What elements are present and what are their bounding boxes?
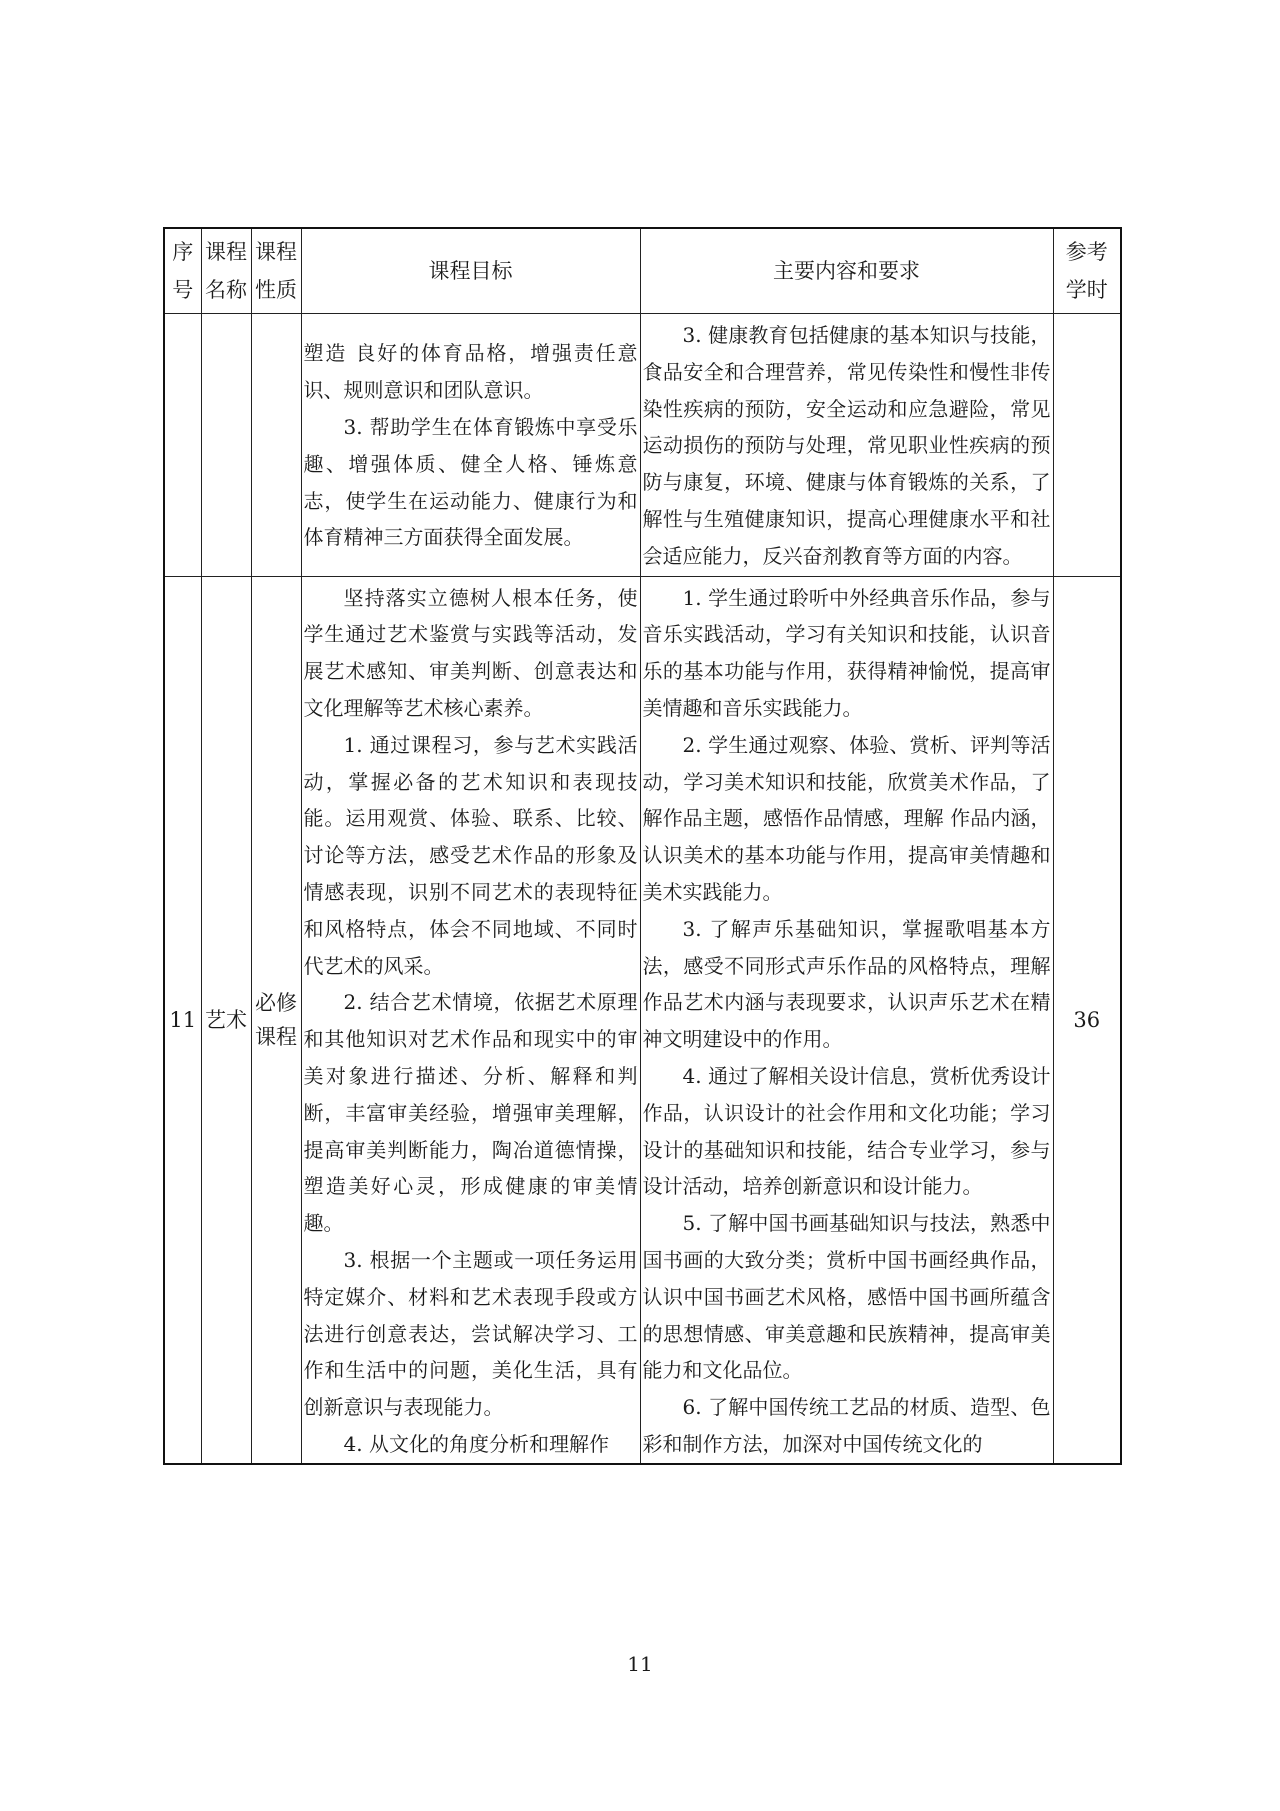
cell-course-type: [251, 576, 301, 1464]
header-course-name: [201, 228, 251, 314]
goal-paragraph: 1. 通过课程习，参与艺术实践活动，掌握必备的艺术知识和表现技能。运用观赏、体验、联系、比较、讨论等方法，感受艺术作品的形象及情感表现，识别不同艺术的表现特征和风格特点，体会不同地域、不同时代艺术的风采。: [303, 732, 638, 978]
cell-content-continued: [640, 314, 1053, 577]
goal-paragraph: 塑造 良好的体育品格，增强责任意识、规则意识和团队意识。: [303, 341, 638, 403]
header-goal: 课程目标: [301, 228, 640, 314]
header-name-line1: 课程: [205, 240, 247, 264]
cell-course-name: 艺术: [201, 576, 251, 1464]
header-hours: [1053, 228, 1121, 314]
goal-paragraph: 4. 从文化的角度分析和理解作: [343, 1431, 609, 1456]
header-type-line1: 课程: [255, 240, 297, 264]
header-seq-line1: 序: [172, 240, 194, 264]
page-number: 11: [627, 1652, 653, 1676]
cell-seq: 11: [164, 576, 201, 1464]
header-content: 主要内容和要求: [640, 228, 1053, 314]
goal-paragraph: 2. 结合艺术情境，依据艺术原理和其他知识对艺术作品和现实中的审美对象进行描述、分析、解释和判断，丰富审美经验，增强审美理解，提高审美判断能力，陶冶道德情操，塑造美好心灵，形成健康的审美情趣。: [303, 990, 638, 1236]
table-row-continued: [164, 314, 1121, 577]
cell-goal-continued: [301, 314, 640, 577]
cell-hours-empty: [1053, 314, 1121, 577]
content-paragraph: 3. 健康教育包括健康的基本知识与技能，食品安全和合理营养，常见传染性和慢性非传染性疾病的预防，安全运动和应急避险，常见运动损伤的预防与处理，常见职业性疾病的预防与康复，环境、健康与体育锻炼的关系，了解性与生殖健康知识，提高心理健康水平和社会适应能力，反兴奋剂教育等方面的内容。: [642, 323, 1051, 568]
course-table: [163, 227, 1122, 1465]
goal-paragraph: 坚持落实立德树人根本任务，使学生通过艺术鉴赏与实践等活动，发展艺术感知、审美判断、创意表达和文化理解等艺术核心素养。: [303, 585, 638, 720]
header-type-line2: 性质: [255, 278, 297, 302]
cell-name-empty: [201, 314, 251, 577]
content-paragraph: 3. 了解声乐基础知识，掌握歌唱基本方法，感受不同形式声乐作品的风格特点，理解作品艺术内涵与表现要求，认识声乐艺术在精神文明建设中的作用。: [642, 916, 1051, 1052]
content-paragraph: 2. 学生通过观察、体验、赏析、评判等活动，学习美术知识和技能，欣赏美术作品，了解作品主题，感悟作品情感，理解 作品内涵，认识美术的基本功能与作用，提高审美情趣和美术实践能力。: [642, 732, 1051, 904]
cell-seq-empty: [164, 314, 201, 577]
cell-type-empty: [251, 314, 301, 577]
content-paragraph: 5. 了解中国书画基础知识与技法，熟悉中国书画的大致分类；赏析中国书画经典作品，认识中国书画艺术风格，感悟中国书画所蕴含的思想情感、审美意趣和民族精神，提高审美能力和文化品位。: [642, 1211, 1051, 1383]
content-paragraph: 1. 学生通过聆听中外经典音乐作品，参与音乐实践活动，学习有关知识和技能，认识音乐的基本功能与作用，获得精神愉悦，提高审美情趣和音乐实践能力。: [642, 585, 1051, 720]
content-paragraph: 4. 通过了解相关设计信息，赏析优秀设计作品，认识设计的社会作用和文化功能；学习设计的基础知识和技能，结合专业学习，参与设计活动，培养创新意识和设计能力。: [642, 1063, 1051, 1199]
cell-hours: 36: [1053, 576, 1121, 1464]
content-paragraph: 6. 了解中国传统工艺品的材质、造型、色彩和制作方法，加深对中国传统文化的: [642, 1395, 1051, 1456]
table-header-row: [164, 228, 1121, 314]
header-name-line2: 名称: [205, 278, 247, 302]
header-hours-line1: 参考: [1065, 240, 1108, 264]
header-seq: [164, 228, 201, 314]
course-type-line1: 必修: [255, 990, 297, 1015]
goal-paragraph: 3. 帮助学生在体育锻炼中享受乐趣、增强体质、健全人格、锤炼意志，使学生在运动能力、健康行为和体育精神三方面获得全面发展。: [303, 414, 638, 550]
cell-goal: [301, 576, 640, 1464]
header-course-type: [251, 228, 301, 314]
table-row-art: [164, 576, 1121, 1464]
header-seq-line2: 号: [172, 278, 194, 302]
course-type-line2: 课程: [255, 1024, 297, 1049]
header-hours-line2: 学时: [1065, 278, 1108, 302]
cell-content: [640, 576, 1053, 1464]
goal-paragraph: 3. 根据一个主题或一项任务运用特定媒介、材料和艺术表现手段或方法进行创意表达，尝试解决学习、工作和生活中的问题，美化生活，具有创新意识与表现能力。: [303, 1247, 638, 1420]
